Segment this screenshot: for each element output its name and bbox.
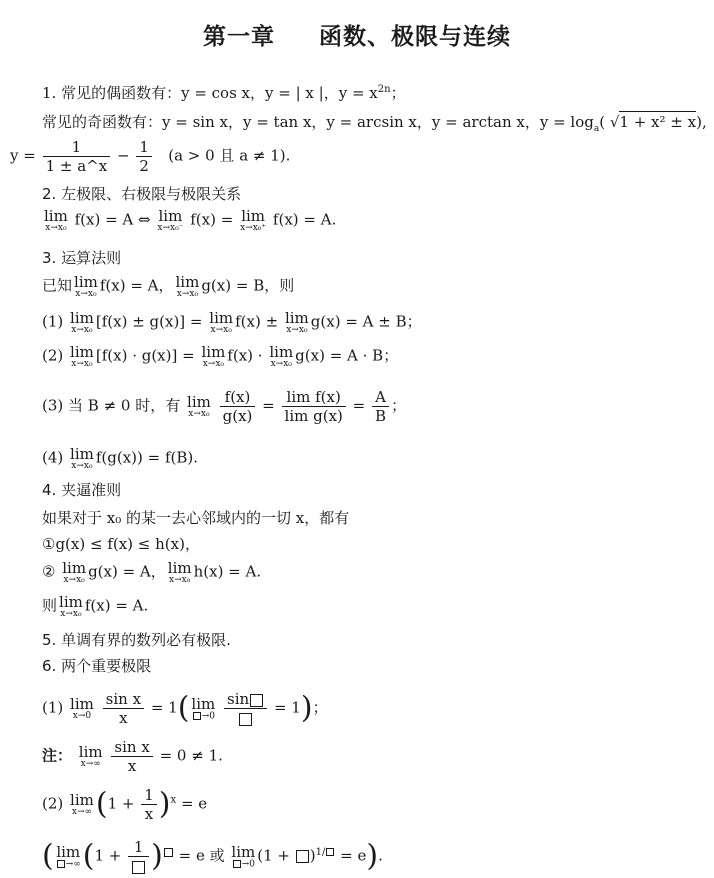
squeeze-conclusion: [42, 594, 148, 619]
y-eq: y =: [10, 146, 36, 165]
section-4-heading: 4. 夹逼准则: [42, 481, 122, 499]
odd-functions-text: 常见的奇函数有：y = sin x，y = tan x，y = arcsin x，y = arctan x，y = log: [42, 113, 594, 131]
lim-sub: x→x₀: [188, 409, 210, 419]
frac-den: x: [144, 805, 154, 823]
eq-sign: =: [352, 396, 366, 415]
left-paren: (: [82, 838, 95, 874]
lim-sub: x→x₀: [176, 289, 199, 299]
fraction-2: [136, 138, 152, 175]
squeeze-condition-2: [42, 560, 261, 585]
lim-operator: [191, 696, 215, 722]
limit-relation-line: [42, 208, 336, 233]
lim-text: lim: [231, 842, 256, 861]
lim-operator: [70, 696, 94, 721]
lim-text: lim: [62, 559, 87, 577]
lim-text: lim: [284, 309, 309, 327]
lim-sub: x→x₀: [75, 289, 97, 299]
exp-recip-box: 1/: [316, 847, 336, 858]
important-limit-2-box-form: ( lim →∞ (1 + 1 ) = e 或 lim →0 $(1 + )^{1/} = e$).: [42, 838, 383, 874]
rule-3-line: [42, 388, 406, 425]
c2-b: h(x) = A.: [193, 562, 262, 581]
frac-num: 1: [128, 838, 149, 857]
note-eq: = 0 ≠ 1.: [159, 746, 223, 765]
lim-operator: [209, 310, 233, 335]
frac-den: x: [127, 757, 137, 775]
lim-text: lim: [78, 743, 103, 761]
lim-operator: [168, 560, 192, 585]
lim-text: lim: [269, 343, 294, 361]
lim-sub: x→x₀: [71, 461, 93, 471]
then-pre: 则: [42, 596, 58, 615]
lim-operator: [79, 744, 103, 769]
lim-text: lim: [56, 842, 81, 861]
fraction-2-num: 1: [136, 138, 152, 157]
rule-3-frac-2: [282, 388, 346, 425]
frac-den: lim g(x): [284, 407, 343, 425]
important-limit-1: [42, 690, 328, 727]
frac-num: sin x: [103, 690, 144, 709]
limit-relation-b: f(x) =: [190, 210, 234, 229]
frac-den: [224, 709, 267, 727]
lim-sub: x→x₀: [169, 575, 191, 585]
condition-text: (a > 0 且 a ≠ 1).: [168, 146, 291, 165]
given-tail: g(x) = B，则: [201, 276, 295, 295]
lim-text: lim: [70, 445, 94, 463]
given-mid: f(x) = A，: [99, 276, 174, 295]
lim-text: lim: [167, 559, 192, 577]
sqrt-expr: 1 + x² ± x: [619, 113, 697, 131]
lim-sub: x→x₀: [63, 575, 85, 585]
lim-operator: [187, 394, 211, 419]
section-5-heading: 5. 单调有界的数列必有极限.: [42, 631, 231, 649]
eq-e-tail: = e: [340, 846, 367, 865]
lim-operator: [201, 344, 225, 369]
lim-sub: x→x₀: [60, 609, 82, 619]
lim-sub-box: →∞: [56, 860, 81, 870]
lim-operator: [285, 310, 309, 335]
eq-e: = e: [180, 794, 208, 813]
outer-left-paren: (: [42, 838, 54, 874]
fraction-1: [43, 138, 111, 175]
eq-e-or: = e 或: [178, 846, 225, 865]
note-label: 注：: [42, 746, 73, 765]
left-lim-operator: [157, 208, 183, 233]
exp-box: [163, 847, 174, 858]
even-functions-text: 1. 常见的偶函数有：y = cos x，y = | x |，y = x: [42, 84, 378, 102]
lim-text: lim: [70, 695, 94, 713]
rule-1-a: [f(x) ± g(x)] =: [95, 312, 203, 331]
rule-1-label: (1): [42, 312, 64, 331]
even-tail: ；: [390, 84, 406, 102]
frac-den: g(x): [222, 407, 253, 425]
one-plus: 1 +: [94, 846, 122, 865]
right-paren: ): [158, 786, 171, 822]
frac-num: f(x): [220, 388, 256, 407]
sinx-over-x: [111, 738, 152, 775]
limit-2-label: (2): [42, 794, 64, 813]
box-placeholder: [250, 694, 263, 707]
then-a: f(x) = A.: [84, 596, 149, 615]
rule-3-frac-1: [220, 388, 256, 425]
lim-sub: x→x₀⁺: [240, 223, 267, 233]
odd-mid: (: [599, 113, 606, 131]
limit-1-label: (1): [42, 698, 64, 717]
lim-text: lim: [175, 273, 200, 291]
section-2-heading: 2. 左极限、右极限与极限关系: [42, 185, 242, 203]
lim-operator: [56, 844, 81, 870]
lim-operator: [62, 560, 86, 585]
lim-sub: x→x₀: [71, 359, 93, 369]
lim-sub: x→x₀: [210, 325, 232, 335]
one-over-box: [128, 838, 149, 875]
lim-text: lim: [59, 593, 83, 611]
lim-text: lim: [187, 393, 211, 411]
odd-functions-line: 常见的奇函数有：y = sin x，y = tan x，y = arcsin x，y = arctan x，$y = \log_a$( √1 + x² ± x),: [42, 113, 707, 134]
fraction-1-num: 1: [43, 138, 111, 157]
rule-2-a: [f(x) · g(x)] =: [95, 346, 195, 365]
chapter-title: [0, 18, 714, 51]
lim-sub: x→x₀: [270, 359, 292, 369]
exp-x: x: [170, 794, 177, 806]
c2-a: g(x) = A，: [88, 562, 166, 581]
box-placeholder: [132, 861, 145, 874]
rule-3-label: (3) 当 B ≠ 0 时，有: [42, 396, 181, 415]
lim-sub: x→x₀: [71, 325, 93, 335]
even-functions-line: [42, 80, 406, 103]
box-placeholder: [239, 713, 252, 726]
rule-3-tail: ；: [391, 396, 407, 415]
lim-operator: [269, 344, 293, 369]
limit-relation-a: f(x) = A ⇔: [74, 210, 151, 229]
lim-operator: [70, 792, 94, 817]
lim-operator: [70, 344, 94, 369]
rule-2-b: f(x) ·: [227, 346, 263, 365]
rule-4-line: [42, 446, 198, 471]
lim-text: lim: [44, 207, 68, 225]
squeeze-condition-text: 如果对于 x₀ 的某一去心邻域内的一切 x，都有: [42, 509, 350, 527]
lim-text: lim: [191, 694, 216, 713]
lim-operator: [231, 844, 255, 870]
section-3-heading: 3. 运算法则: [42, 249, 122, 267]
frac-num: 1: [141, 786, 157, 805]
right-paren: ): [151, 838, 163, 874]
eq-sign: =: [262, 396, 275, 415]
rule-1-b: f(x) ±: [235, 312, 279, 331]
chapter-number: 第一章: [203, 24, 275, 50]
rule-4-label: (4): [42, 448, 64, 467]
frac-den: x: [119, 709, 128, 727]
lim-sub-box: →0: [191, 712, 215, 722]
rule-3-frac-3: [372, 388, 389, 425]
lim-operator: [70, 310, 94, 335]
odd-function-fraction-line: [10, 138, 290, 175]
note-line: [42, 738, 223, 775]
eq-one-b: = 1: [273, 698, 301, 717]
given-pre: 已知: [42, 276, 73, 295]
frac-num: sin x: [111, 738, 152, 757]
limit-relation-c: f(x) = A.: [272, 210, 337, 229]
lim-text: lim: [70, 343, 94, 361]
lim-sub: x→x₀: [45, 223, 67, 233]
lim-operator: [74, 274, 98, 299]
left-paren: (: [95, 786, 108, 822]
limit-1-tail: ；: [312, 698, 328, 717]
rule-2-label: (2): [42, 346, 64, 365]
minus-sign: −: [117, 146, 130, 165]
sinbox-over-box: [224, 690, 267, 727]
lim-text: lim: [70, 791, 94, 809]
rule-1-c: g(x) = A ± B；: [310, 312, 422, 331]
lim-text: lim: [209, 309, 234, 327]
rule-2-line: [42, 344, 398, 369]
even-exponent: 2n: [377, 84, 391, 95]
log-base: a: [593, 124, 600, 134]
lim-operator: [44, 208, 68, 233]
rule-4-a: f(g(x)) = f(B).: [95, 448, 199, 467]
chapter-name: 函数、极限与连续: [319, 24, 511, 50]
fraction-1-den: 1 ± a^x: [45, 157, 108, 175]
rule-1-line: [42, 310, 422, 335]
outer-right-paren: ): [366, 838, 379, 874]
lim-sub: x→∞: [71, 807, 92, 817]
sin-text: sin: [227, 690, 250, 708]
c2-pre: ②: [42, 562, 56, 581]
given-line: [42, 274, 294, 299]
lim-operator: [59, 594, 83, 619]
lim-text: lim: [74, 273, 98, 291]
box-placeholder: [296, 850, 309, 863]
section-6-heading: 6. 两个重要极限: [42, 657, 152, 675]
frac-num: [224, 690, 267, 709]
lim-operator: [176, 274, 200, 299]
one-over-x: [141, 786, 157, 823]
lim-sub-box: →0: [231, 860, 255, 870]
lim-text: lim: [201, 343, 226, 361]
frac-num: A: [372, 388, 389, 407]
right-lim-operator: [240, 208, 266, 233]
lim-sub: x→x₀⁻: [157, 223, 184, 233]
sinx-over-x: [103, 690, 144, 727]
lim-text: lim: [158, 207, 183, 225]
lim-text: lim: [70, 309, 94, 327]
right-paren: ): [300, 690, 313, 726]
lim-sub: x→x₀: [202, 359, 225, 369]
frac-den: [128, 857, 149, 875]
frac-num: lim f(x): [282, 388, 346, 407]
fraction-2-den: 2: [139, 157, 149, 175]
lim-text: lim: [241, 207, 266, 225]
squeeze-condition-1: ①g(x) ≤ f(x) ≤ h(x)，: [42, 535, 200, 553]
lim-sub: x→∞: [80, 759, 101, 769]
rule-2-c: g(x) = A · B；: [295, 346, 399, 365]
odd-tail: ),: [696, 113, 707, 131]
left-paren: (: [177, 690, 190, 726]
lim-sub: x→x₀: [286, 325, 308, 335]
frac-den: B: [375, 407, 387, 425]
important-limit-2: [42, 786, 207, 823]
one-plus: 1 +: [107, 794, 135, 813]
lim-sub: x→0: [72, 711, 92, 721]
lim-operator: [70, 446, 94, 471]
eq-one: = 1: [150, 698, 178, 717]
